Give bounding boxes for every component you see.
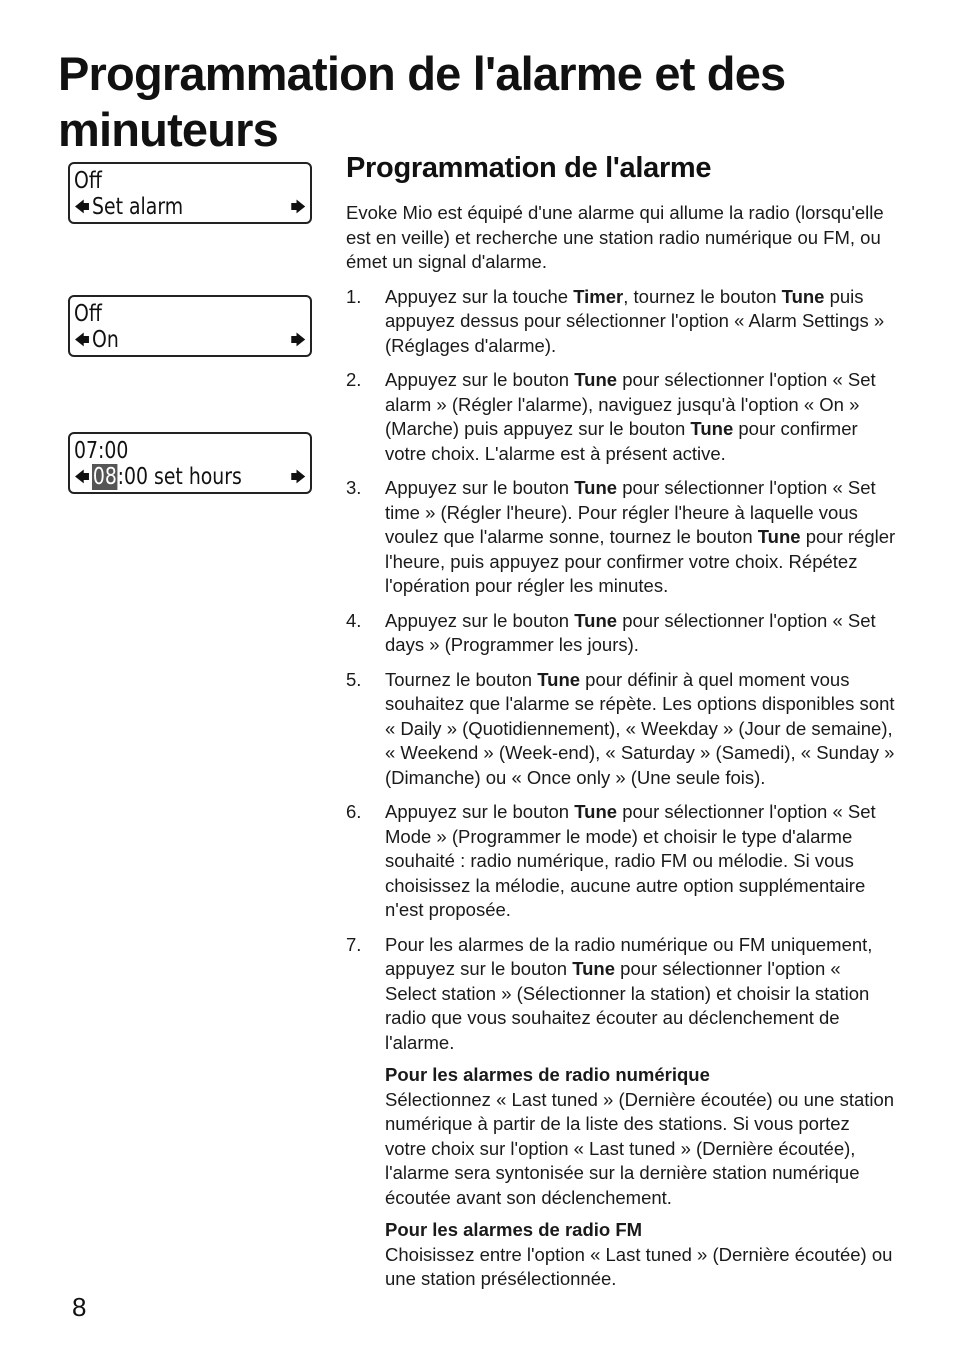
step-text-bold: Tune [757,526,801,547]
lcd-line-2 [72,194,203,220]
subsection [385,1063,896,1210]
step-item [346,609,896,658]
subsection-heading: Pour les alarmes de radio FM [385,1219,643,1240]
step-number: 6. [346,801,362,822]
arrow-left-icon: 🡄 [74,198,90,216]
lcd-line-2 [72,464,275,490]
step-number: 2. [346,369,362,390]
lcd-line-2-text: Set alarm [92,194,184,220]
intro-paragraph: Evoke Mio est équipé d'une alarme qui allume la radio (lorsqu'elle est en veille) et recherche une station radio numérique ou FM, ou émet un signal d'alarme. [346,202,884,272]
steps-list [346,285,896,1292]
step-number: 7. [346,933,362,955]
arrow-left-icon: 🡄 [74,331,90,349]
lcd-hour-highlight: 08 [92,464,117,490]
step-text-part: puis appuyez dessus pour sélectionner l'option « Alarm Settings » (Réglages d'alarme). [385,285,885,356]
step-text [385,669,895,788]
step-text [385,286,884,356]
step-text-part: pour définir à quel moment vous souhaitez que l'alarme se répète. Les options disponibles sont « Daily » (Quotidiennement), « Weekday » (Jour de semaine), « Weekend » (Week-end), « Saturday » (Samedi), « Sunday » (Dimanche) ou « Once only » (Une seule fois). [385,668,895,788]
step-text-bold: Tune [574,609,618,631]
step-text-part: pour sélectionner l'option « Set alarm » (Régler l'alarme), naviguez jusqu'à l'option « On » (Marche) puis appuyez sur le bouton [385,369,876,439]
lcd-line-1: 07:00 [74,438,129,464]
step-text-bold: Timer [573,285,624,307]
step-text [385,801,876,920]
step-text-bold: Tune [537,668,581,690]
step-item [346,368,896,466]
step-text-part: pour sélectionner l'option « Select station » (Sélectionner la station) et choisir la station radio que vous souhaitez écouter au déclenchement de l'alarme. [385,958,870,1053]
lcd-display-on [68,295,312,357]
step-text [385,477,895,596]
arrow-right-icon: 🡆 [290,331,306,349]
lcd-line-1: Off [74,301,102,327]
step-number: 3. [346,477,362,498]
subsection-heading: Pour les alarmes de radio numérique [385,1064,710,1085]
arrow-left-icon: 🡄 [74,468,90,486]
step-text-part: pour sélectionner l'option « Set days » (Programmer les jours). [385,609,876,655]
step-item [346,933,896,1292]
lcd-line-2-text: On [92,327,119,353]
step-number: 5. [346,668,362,690]
lcd-line-1: Off [74,168,102,194]
step-text-part: , tournez le bouton [623,285,782,307]
step-text-part: Pour les alarmes de la radio numérique ou FM uniquement, appuyez sur le bouton [385,933,873,979]
step-text-bold: Tune [572,958,616,979]
step-text-part: Tournez le bouton [385,668,538,690]
step-item [346,800,896,923]
page-number: 8 [72,1292,87,1322]
subsection [385,1218,896,1292]
step-text [385,610,876,656]
step-text-part: pour sélectionner l'option « Set Mode » (Programmer le mode) et choisir le type d'alarme souhaité : radio numérique, radio FM ou mélodie. Si vous choisissez la mélodie, aucune autre option supplémentaire n'est proposée. [385,801,876,920]
subsection-text: Sélectionnez « Last tuned » (Dernière écoutée) ou une station numérique à partir de la liste des stations. Si vous portez votre choix sur l'option « Last tuned » (Dernière écoutée), l'alarme sera syntonisée sur la dernière station numérique écoutée avant son déclenchement. [385,1088,895,1208]
step-text-part: Appuyez sur le bouton [385,477,575,498]
lcd-display-set-alarm [68,162,312,224]
step-number: 4. [346,609,362,631]
step-item [346,476,896,599]
step-text-part: Appuyez sur le bouton [385,801,575,822]
step-text-bold: Tune [690,418,734,439]
step-text [385,934,872,1053]
section-content [346,201,896,1302]
page-title: Programmation de l'alarme et des minuteurs [58,47,786,156]
arrow-right-icon: 🡆 [290,198,306,216]
step-text [385,369,876,464]
step-text-bold: Tune [781,285,825,307]
step-text-part: Appuyez sur la touche [385,285,574,307]
step-text-part: Appuyez sur le bouton [385,369,575,390]
lcd-line-2-text: :00 set hours [117,464,242,490]
step-text-part: pour confirmer votre choix. L'alarme est à présent active. [385,418,858,464]
step-text-part: Appuyez sur le bouton [385,609,575,631]
arrow-right-icon: 🡆 [290,468,306,486]
lcd-line-2 [72,327,125,353]
step-text-bold: Tune [574,801,618,822]
step-item [346,668,896,791]
step-item [346,285,896,359]
step-text-part: pour sélectionner l'option « Set time » (Régler l'heure). Pour régler l'heure à laquelle vous voulez que l'alarme sonne, tournez le bouton [385,477,876,547]
section-title: Programmation de l'alarme [346,152,712,184]
step-text-bold: Tune [574,477,618,498]
step-text-bold: Tune [574,369,618,390]
lcd-display-set-hours [68,432,312,494]
step-number: 1. [346,285,362,307]
step-text-part: pour régler l'heure, puis appuyez pour confirmer votre choix. Répétez l'opération pour régler les minutes. [385,526,896,596]
subsection-text: Choisissez entre l'option « Last tuned » (Dernière écoutée) ou une station présélectionnée. [385,1243,893,1289]
